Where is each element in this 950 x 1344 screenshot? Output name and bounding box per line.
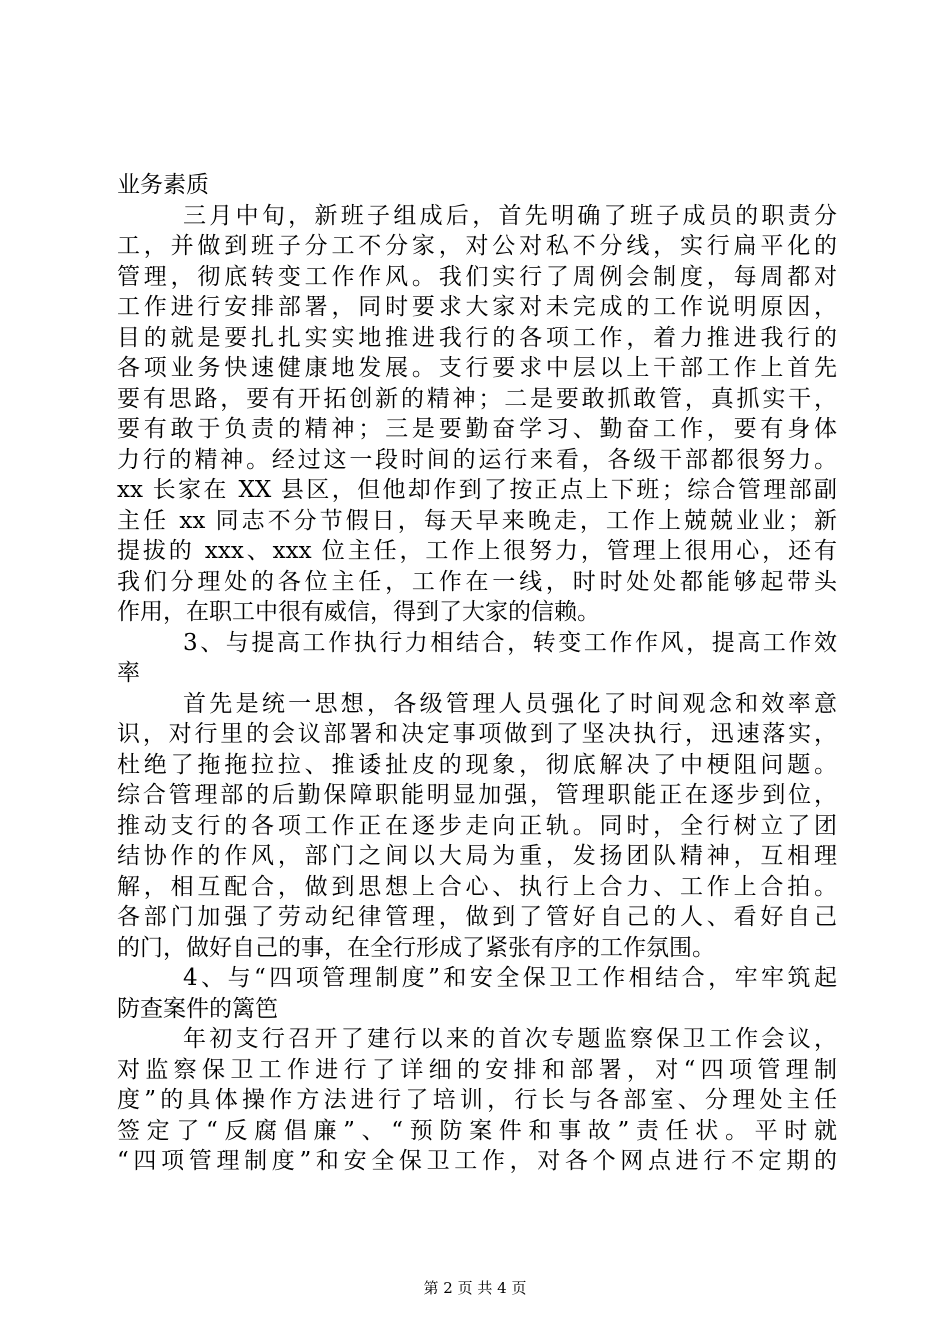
text-line: 推动支行的各项工作正在逐步走向正轨。同时，全行树立了团 xyxy=(117,812,837,839)
page-footer xyxy=(0,1278,950,1298)
text-line: 要有思路，要有开拓创新的精神；二是要敢抓敢管，真抓实干， xyxy=(117,385,837,412)
text-line: 主任 xx 同志不分节假日，每天早来晚走，工作上兢兢业业；新 xyxy=(117,507,837,534)
text-line: 管理，彻底转变工作作风。我们实行了周例会制度，每周都对 xyxy=(117,263,837,290)
text-line: xx 长家在 XX 县区，但他却作到了按正点上下班；综合管理部副 xyxy=(117,477,837,503)
text-line: 解，相互配合，做到思想上合心、执行上合力、工作上合拍。 xyxy=(117,873,837,900)
text-line: 对监察保卫工作进行了详细的安排和部署，对“四项管理制 xyxy=(117,1056,837,1083)
text-line: 杜绝了拖拖拉拉、推诿扯皮的现象，彻底解决了中梗阻问题。 xyxy=(117,751,837,778)
text-line: 各项业务快速健康地发展。支行要求中层以上干部工作上首先 xyxy=(117,355,837,381)
text-line: 签定了“反腐倡廉”、“预防案件和事故”责任状。平时就 xyxy=(117,1117,837,1144)
section-heading: 3、与提高工作执行力相结合，转变工作作风，提高工作效 xyxy=(183,629,837,656)
paragraph-first-line: 年初支行召开了建行以来的首次专题监察保卫工作会议， xyxy=(183,1026,837,1052)
section-heading-continued: 率 xyxy=(117,660,140,686)
document-body xyxy=(117,170,837,1177)
text-line: 识，对行里的会议部署和决定事项做到了坚决执行，迅速落实， xyxy=(117,721,837,747)
section-heading: 4、与“四项管理制度”和安全保卫工作相结合，牢牢筑起 xyxy=(183,965,837,991)
text-line: 作用，在职工中很有威信，得到了大家的信赖。 xyxy=(117,599,600,625)
text-line: 工，并做到班子分工不分家，对公对私不分线，实行扁平化的 xyxy=(117,233,837,259)
text-line: 综合管理部的后勤保障职能明显加强，管理职能正在逐步到位， xyxy=(117,782,837,808)
text-line: 各部门加强了劳动纪律管理，做到了管好自己的人、看好自己 xyxy=(117,904,837,930)
text-line: 目的就是要扎扎实实地推进我行的各项工作，着力推进我行的 xyxy=(117,324,837,351)
text-line: 要有敢于负责的精神；三是要勤奋学习、勤奋工作，要有身体 xyxy=(117,416,837,442)
text-line: 提拔的 xxx、xxx 位主任，工作上很努力，管理上很用心，还有 xyxy=(117,538,837,564)
text-line: 我们分理处的各位主任，工作在一线，时时处处都能够起带头 xyxy=(117,568,837,595)
paragraph-first-line: 三月中旬，新班子组成后，首先明确了班子成员的职责分 xyxy=(183,202,837,229)
text-line: 的门，做好自己的事，在全行形成了紧张有序的工作氛围。 xyxy=(117,934,715,961)
paragraph-first-line: 首先是统一思想，各级管理人员强化了时间观念和效率意 xyxy=(183,690,837,717)
text-line: 力行的精神。经过这一段时间的运行来看，各级干部都很努力。 xyxy=(117,446,837,473)
text-line: 工作进行安排部署，同时要求大家对未完成的工作说明原因， xyxy=(117,294,837,320)
text-line: 度”的具体操作方法进行了培训，行长与各部室、分理处主任 xyxy=(117,1087,837,1113)
section-heading-continued: 防查案件的篱笆 xyxy=(117,995,278,1022)
page-number: 第 2 页 共 4 页 xyxy=(423,1279,527,1297)
text-line: 结协作的作风，部门之间以大局为重，发扬团队精神，互相理 xyxy=(117,843,837,869)
text-line: 业务素质 xyxy=(117,172,209,198)
text-line: “四项管理制度”和安全保卫工作，对各个网点进行不定期的 xyxy=(117,1148,837,1174)
